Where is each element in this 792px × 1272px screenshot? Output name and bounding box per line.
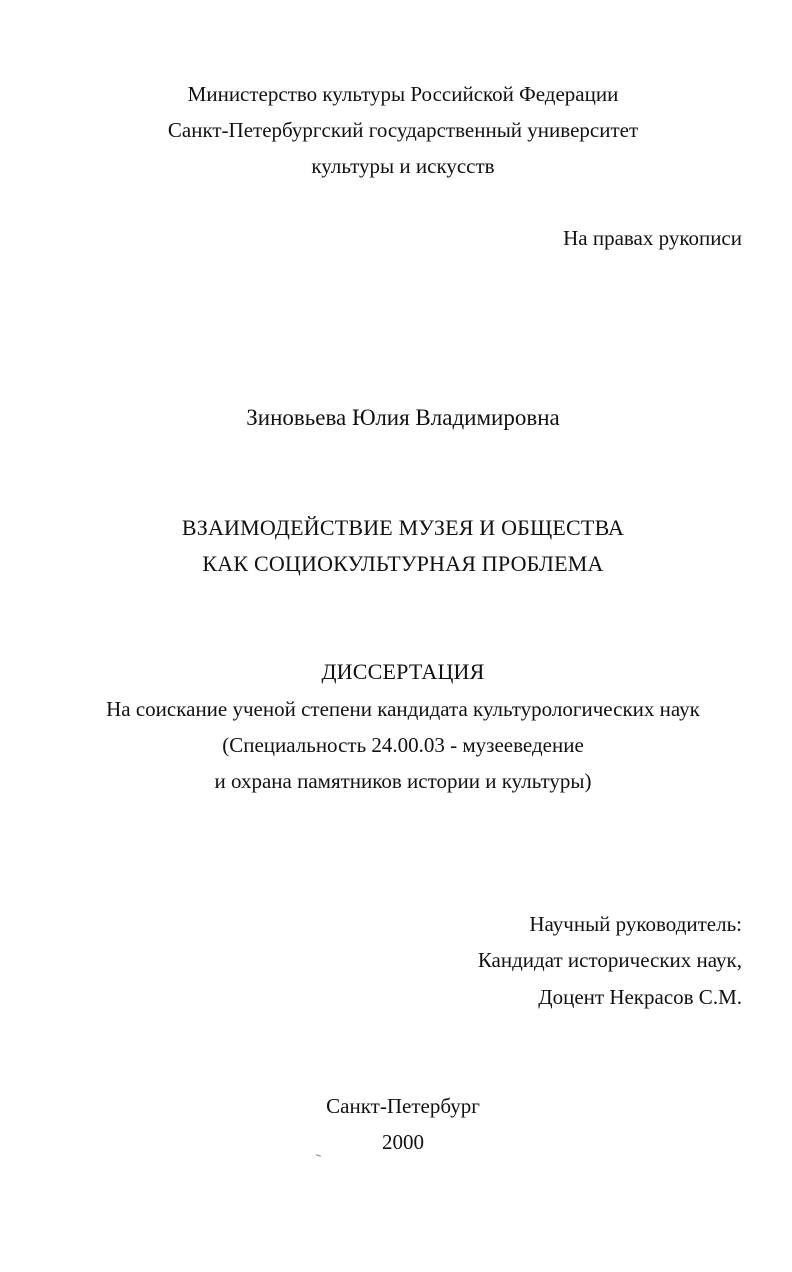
dissertation-label: ДИССЕРТАЦИЯ xyxy=(321,659,485,684)
university-name-line-1: Санкт-Петербургский государственный университет xyxy=(167,118,639,142)
degree-statement: На соискание ученой степени кандидата культурологических наук xyxy=(106,697,700,721)
supervisor-label: Научный руководитель: xyxy=(529,912,742,936)
thesis-title-line-1: ВЗАИМОДЕЙСТВИЕ МУЗЕЯ И ОБЩЕСТВА xyxy=(181,515,625,540)
ministry-name: Министерство культуры Российской Федерации xyxy=(187,82,619,106)
city: Санкт-Петербург xyxy=(326,1094,480,1118)
year: 2000 xyxy=(382,1130,424,1154)
thesis-title-line-2: КАК СОЦИОКУЛЬТУРНАЯ ПРОБЛЕМА xyxy=(202,551,604,576)
specialty-line-2: и охрана памятников истории и культуры) xyxy=(214,769,592,793)
rights-notice: На правах рукописи xyxy=(563,226,742,250)
supervisor-degree: Кандидат исторических наук, xyxy=(477,948,742,972)
university-name-line-2: культуры и искусств xyxy=(311,154,495,178)
specialty-line-1: (Специальность 24.00.03 - музееведение xyxy=(222,733,584,757)
supervisor-name: Доцент Некрасов С.М. xyxy=(538,985,742,1009)
author-name: Зиновьева Юлия Владимировна xyxy=(246,405,560,430)
